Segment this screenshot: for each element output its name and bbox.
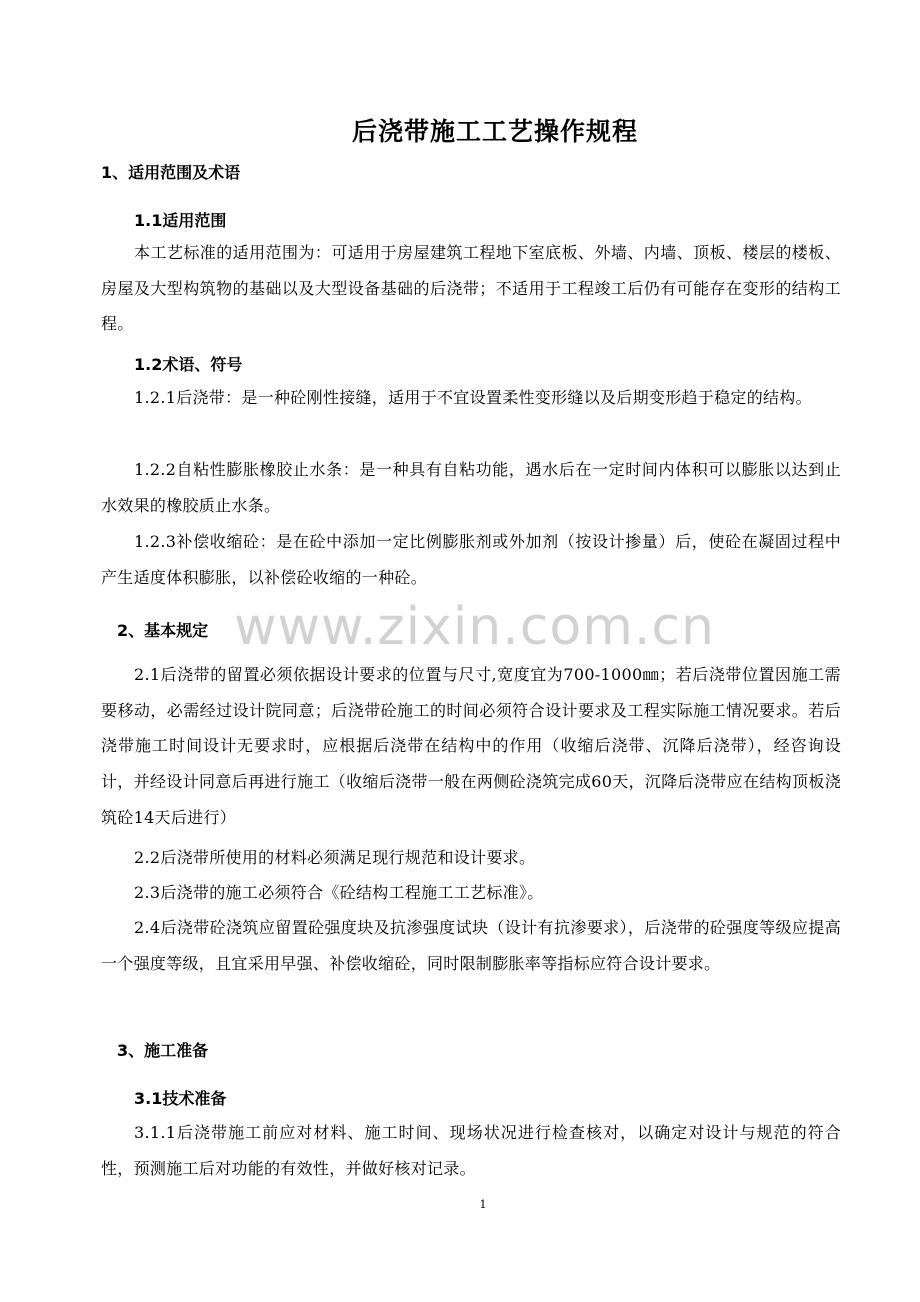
paragraph-1-2-1: 1.2.1后浇带：是一种砼刚性接缝，适用于不宜设置柔性变形缝以及后期变形趋于稳定的结构。 bbox=[134, 388, 812, 407]
section-1-1-heading: 1.1适用范围 bbox=[134, 211, 227, 230]
section-1-heading: 1、适用范围及术语 bbox=[101, 163, 241, 182]
paragraph-1-2-3: 1.2.3补偿收缩砼：是在砼中添加一定比例膨胀剂或外加剂（按设计掺量）后，使砼在凝固过程中产生适度体积膨胀，以补偿砼收缩的一种砼。 bbox=[101, 532, 841, 587]
paragraph-1-2-2: 1.2.2自粘性膨胀橡胶止水条：是一种具有自粘功能，遇水后在一定时间内体积可以膨胀以达到止水效果的橡胶质止水条。 bbox=[101, 460, 841, 515]
paragraph-2-4: 2.4后浇带砼浇筑应留置砼强度块及抗渗强度试块（设计有抗渗要求），后浇带的砼强度等级应提高一个强度等级，且宜采用早强、补偿收缩砼，同时限制膨胀率等指标应符合设计要求。 bbox=[101, 918, 841, 973]
section-1-2-heading: 1.2术语、符号 bbox=[134, 355, 243, 374]
section-2-heading: 2、基本规定 bbox=[117, 621, 209, 640]
paragraph-2-2: 2.2后浇带所使用的材料必须满足现行规范和设计要求。 bbox=[134, 848, 536, 867]
watermark: www.zixin.com.cn bbox=[234, 597, 715, 657]
paragraph-2-3: 2.3后浇带的施工必须符合《砼结构工程施工工艺标准》。 bbox=[134, 883, 544, 902]
page-number: 1 bbox=[479, 1198, 487, 1211]
paragraph-2-1: 2.1后浇带的留置必须依据设计要求的位置与尺寸,宽度宜为700-1000㎜；若后浇带位置因施工需要移动，必需经过设计院同意；后浇带砼施工的时间必须符合设计要求及工程实际施工情况要求。若后浇带施工时间设计无要求时，应根据后浇带在结构中的作用（收缩后浇带、沉降后浇带），经咨询设计，并经设计同意后再进行施工（收缩后浇带一般在两侧砼浇筑完成60天，沉降后浇带应在结构顶板浇筑砼14天后进行） bbox=[101, 665, 841, 827]
section-3-1-heading: 3.1技术准备 bbox=[134, 1089, 227, 1108]
paragraph-1-1: 本工艺标准的适用范围为：可适用于房屋建筑工程地下室底板、外墙、内墙、顶板、楼层的楼板、房屋及大型构筑物的基础以及大型设备基础的后浇带；不适用于工程竣工后仍有可能存在变形的结构工程。 bbox=[101, 243, 841, 334]
section-3-heading: 3、施工准备 bbox=[117, 1041, 209, 1060]
document-title: 后浇带施工工艺操作规程 bbox=[351, 117, 638, 146]
paragraph-3-1-1: 3.1.1后浇带施工前应对材料、施工时间、现场状况进行检查核对，以确定对设计与规范的符合性，预测施工后对功能的有效性，并做好核对记录。 bbox=[101, 1123, 841, 1178]
